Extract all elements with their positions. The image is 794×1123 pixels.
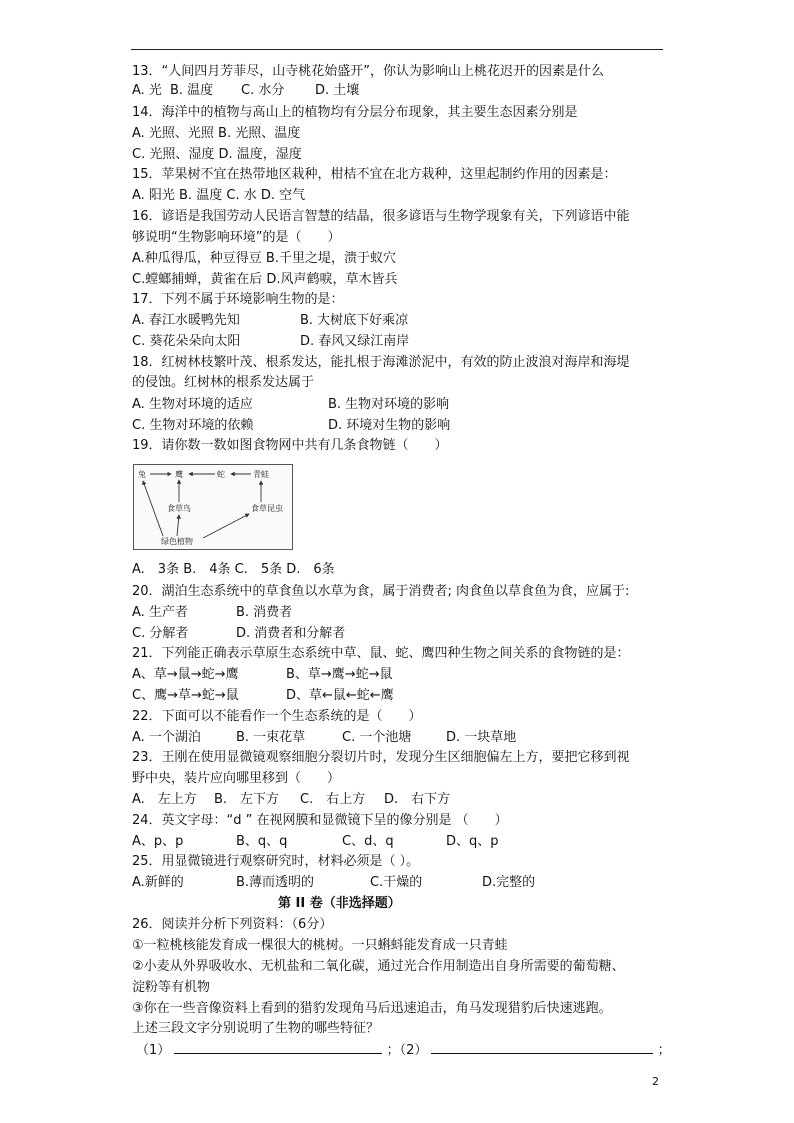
q13-stem: 13．“人间四月芳菲尽，山寺桃花始盛开”，你认为影响山上桃花迟开的因素是什么 — [132, 64, 605, 79]
option-d: D. 消费者和分解者 — [236, 626, 346, 641]
answer-end: ； — [657, 1043, 671, 1058]
q16-options-line1: A.种瓜得瓜，种豆得豆 B.千里之堤，溃于蚁穴 — [132, 251, 396, 266]
option-c: C. 右上方 — [300, 792, 366, 807]
q24-options — [132, 833, 632, 850]
header-rule — [131, 49, 663, 50]
option-a: A. 春江水暖鸭先知 — [132, 313, 240, 328]
q18-stem-line2: 的侵蚀。红树林的根系发达属于 — [132, 375, 315, 390]
option-d: D. 土壤 — [315, 83, 360, 98]
q20-options-row2 — [132, 625, 632, 642]
q17-options-row2 — [132, 333, 632, 350]
q19-options: A. 3条 B. 4条 C. 5条 D. 6条 — [132, 562, 335, 577]
q23-stem-line1: 23．王刚在使用显微镜观察细胞分裂切片时，发现分生区细胞偏左上方，要把它移到视 — [132, 750, 630, 765]
q18-options-row1 — [132, 396, 632, 413]
option-a: A、草→鼠→蛇→鹰 — [132, 667, 239, 682]
q23-stem-line2: 野中央，装片应向哪里移到（ ） — [132, 771, 341, 786]
q26-material-2-line2: 淀粉等有机物 — [132, 980, 211, 995]
option-d: D. 一块草地 — [446, 730, 517, 745]
q14-options-line2: C. 光照、湿度 D. 温度，湿度 — [132, 147, 302, 162]
q14-stem: 14．海洋中的植物与高山上的植物均有分层分布现象，其主要生态因素分别是 — [132, 105, 578, 120]
page-number: 2 — [652, 1075, 659, 1088]
q17-options-row1 — [132, 312, 632, 329]
q25-options — [132, 874, 632, 891]
section-ii-title: 第 II 卷（非选择题） — [278, 896, 401, 911]
option-a: A. 光 — [132, 83, 162, 98]
answer-label-2: ；（2） — [386, 1043, 428, 1058]
node-rabbit: 兔 — [138, 470, 146, 479]
option-c: C. 水分 — [241, 83, 285, 98]
option-c: C. 分解者 — [132, 626, 189, 641]
option-c: C、d、q — [342, 834, 394, 849]
q20-options-row1 — [132, 604, 632, 621]
option-c: C. 生物对环境的依赖 — [132, 418, 254, 433]
option-d: D、草←鼠←蛇←鹰 — [286, 688, 394, 703]
q26-stem: 26．阅读并分析下列资料：（6分） — [132, 917, 333, 932]
node-green-plants: 绿色植物 — [161, 537, 193, 546]
q21-options-row1 — [132, 666, 632, 683]
q26-question: 上述三段文字分别说明了生物的哪些特征？ — [132, 1021, 380, 1036]
option-b: B.薄而透明的 — [236, 875, 315, 890]
q20-stem: 20．湖泊生态系统中的草食鱼以水草为食，属于消费者; 肉食鱼以草食鱼为食，应属于: — [132, 584, 630, 599]
q16-options-line2: C.螳螂捕蝉，黄雀在后 D.风声鹤唳，草木皆兵 — [132, 272, 398, 287]
option-b: B、q、q — [236, 834, 288, 849]
q26-material-3: ③你在一些音像资料上看到的猎豹发现角马后迅速追击，角马发现猎豹后快速逃跑。 — [132, 1001, 612, 1016]
answer-blank-1[interactable] — [174, 1041, 382, 1054]
node-herbivorous-bird: 食草鸟 — [167, 504, 191, 513]
node-frog: 青蛙 — [253, 470, 269, 479]
option-c: C. 一个池塘 — [342, 730, 412, 745]
option-a: A. 生物对环境的适应 — [132, 397, 253, 412]
option-b: B. 一束花草 — [236, 730, 306, 745]
option-a: A. 生产者 — [132, 605, 188, 620]
q22-options — [132, 729, 632, 746]
option-a: A. 一个湖泊 — [132, 730, 201, 745]
option-d: D.完整的 — [482, 875, 536, 890]
option-a: A. 左上方 — [132, 792, 197, 807]
q26-answer-line — [136, 1041, 671, 1059]
option-d: D. 春风又绿江南岸 — [300, 334, 410, 349]
q26-material-1: ①一粒桃核能发育成一棵很大的桃树。一只蝌蚪能发育成一只青蛙 — [132, 938, 508, 953]
option-b: B. 左下方 — [214, 792, 280, 807]
option-d: D、q、p — [446, 834, 499, 849]
q21-stem: 21．下列能正确表示草原生态系统中草、鼠、蛇、鹰四种生物之间关系的食物链的是： — [132, 646, 630, 661]
option-b: B、草→鹰→蛇→鼠 — [286, 667, 393, 682]
option-a: A.新鲜的 — [132, 875, 184, 890]
option-a: A、p、p — [132, 834, 184, 849]
q16-stem-line2: 够说明“生物影响环境”的是（ ） — [132, 230, 341, 245]
q17-stem: 17．下列不属于环境影响生物的是： — [132, 292, 344, 307]
q15-stem: 15．苹果树不宜在热带地区栽种，柑桔不宜在北方栽种，这里起制约作用的因素是： — [132, 167, 617, 182]
option-c: C. 葵花朵朵向太阳 — [132, 334, 241, 349]
q26-material-2-line1: ②小麦从外界吸收水、无机盐和二氧化碳，通过光合作用制造出自身所需要的葡萄糖、 — [132, 959, 625, 974]
q21-options-row2 — [132, 687, 632, 704]
node-herbivorous-insect: 食草昆虫 — [251, 504, 283, 513]
q18-options-row2 — [132, 417, 632, 434]
option-d: D. 环境对生物的影响 — [328, 418, 451, 433]
answer-label-1: （1） — [136, 1043, 171, 1058]
q15-options: A. 阳光 B. 温度 C. 水 D. 空气 — [132, 188, 306, 203]
answer-blank-2[interactable] — [431, 1041, 653, 1054]
food-web-figure — [133, 464, 293, 550]
q22-stem: 22．下面可以不能看作一个生态系统的是（ ） — [132, 709, 422, 724]
option-d: D. 右下方 — [384, 792, 451, 807]
q14-options-line1: A. 光照、光照 B. 光照、温度 — [132, 126, 301, 141]
q24-stem: 24．英文字母：“d ” 在视网膜和显微镜下呈的像分别是 （ ） — [132, 813, 508, 828]
q18-stem-line1: 18．红树林枝繁叶茂、根系发达，能扎根于海滩淤泥中，有效的防止波浪对海岸和海堤 — [132, 355, 630, 370]
q13-options — [132, 82, 632, 99]
node-eagle: 鹰 — [175, 470, 183, 479]
q25-stem: 25．用显微镜进行观察研究时，材料必须是（ ）。 — [132, 854, 420, 869]
q19-stem: 19．请你数一数如图食物网中共有几条食物链（ ） — [132, 438, 448, 453]
option-b: B. 生物对环境的影响 — [328, 397, 450, 412]
node-snake: 蛇 — [217, 470, 225, 479]
option-b: B. 大树底下好乘凉 — [300, 313, 409, 328]
option-b: B. 消费者 — [236, 605, 293, 620]
option-c: C、鹰→草→蛇→鼠 — [132, 688, 239, 703]
option-c: C.干燥的 — [370, 875, 423, 890]
q23-options — [132, 791, 632, 808]
option-b: B. 温度 — [170, 83, 214, 98]
q16-stem-line1: 16．谚语是我国劳动人民语言智慧的结晶，很多谚语与生物学现象有关，下列谚语中能 — [132, 209, 630, 224]
